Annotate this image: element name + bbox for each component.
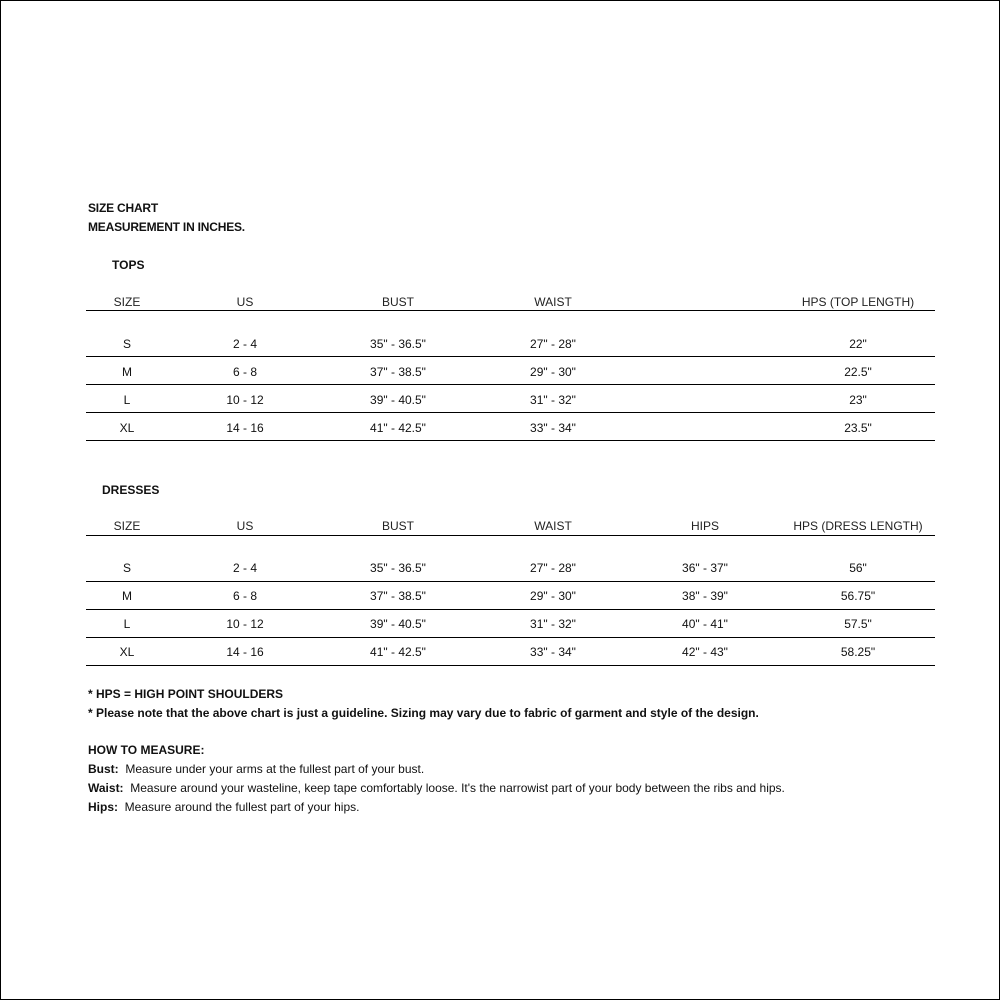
dresses-cell-waist: 31" - 32" bbox=[530, 617, 576, 631]
dresses-cell-hps: 57.5" bbox=[844, 617, 872, 631]
row-divider bbox=[86, 384, 935, 385]
tops-header-waist: WAIST bbox=[534, 295, 572, 309]
dresses-cell-hps: 58.25" bbox=[840, 645, 876, 659]
tops-cell-hps: 23.5" bbox=[844, 421, 872, 435]
tops-cell-size: M bbox=[122, 365, 132, 379]
dresses-cell-hps: 56" bbox=[849, 561, 867, 575]
dresses-header-waist: WAIST bbox=[534, 519, 572, 533]
tops-cell-size: L bbox=[123, 393, 131, 407]
tops-header-us: US bbox=[236, 295, 254, 309]
tops-cell-us: 10 - 12 bbox=[226, 393, 264, 407]
dresses-cell-size: S bbox=[122, 561, 132, 575]
dresses-cell-hips: 42" - 43" bbox=[682, 645, 728, 659]
tops-section-title: TOPS bbox=[112, 258, 145, 272]
tops-cell-waist: 29" - 30" bbox=[530, 365, 576, 379]
dresses-cell-size: M bbox=[122, 589, 132, 603]
dresses-cell-us: 10 - 12 bbox=[226, 617, 264, 631]
dresses-cell-hips: 36" - 37" bbox=[682, 561, 728, 575]
dresses-cell-bust: 37" - 38.5" bbox=[370, 589, 426, 603]
row-divider bbox=[86, 637, 935, 638]
tops-cell-waist: 31" - 32" bbox=[530, 393, 576, 407]
dresses-header-hps: HPS (DRESS LENGTH) bbox=[793, 519, 923, 533]
dresses-cell-waist: 33" - 34" bbox=[530, 645, 576, 659]
dresses-cell-size: L bbox=[123, 617, 131, 631]
dresses-section-title: DRESSES bbox=[102, 483, 160, 497]
tops-cell-us: 6 - 8 bbox=[232, 365, 258, 379]
measure-waist bbox=[88, 781, 785, 795]
tops-cell-size: S bbox=[122, 337, 132, 351]
measure-text: Measure around your wasteline, keep tape comfortably loose. It's the narrowist part of your body between the ribs and hips. bbox=[130, 781, 785, 795]
tops-cell-us: 2 - 4 bbox=[232, 337, 258, 351]
tops-cell-waist: 27" - 28" bbox=[530, 337, 576, 351]
dresses-cell-us: 6 - 8 bbox=[232, 589, 258, 603]
row-divider bbox=[86, 356, 935, 357]
dresses-cell-bust: 39" - 40.5" bbox=[370, 617, 426, 631]
how-to-measure-heading: HOW TO MEASURE: bbox=[88, 743, 205, 757]
row-divider bbox=[86, 609, 935, 610]
chart-subtitle: MEASUREMENT IN INCHES. bbox=[88, 220, 245, 234]
dresses-cell-waist: 29" - 30" bbox=[530, 589, 576, 603]
dresses-header-hips: HIPS bbox=[690, 519, 720, 533]
dresses-cell-bust: 35" - 36.5" bbox=[370, 561, 426, 575]
measure-term: Hips: bbox=[88, 800, 118, 814]
tops-cell-bust: 35" - 36.5" bbox=[370, 337, 426, 351]
dresses-cell-bust: 41" - 42.5" bbox=[370, 645, 426, 659]
dresses-header-us: US bbox=[236, 519, 254, 533]
tops-cell-size: XL bbox=[119, 421, 135, 435]
dresses-cell-size: XL bbox=[119, 645, 135, 659]
measure-term: Waist: bbox=[88, 781, 124, 795]
tops-cell-hps: 22" bbox=[849, 337, 867, 351]
guideline-note: * Please note that the above chart is just a guideline. Sizing may vary due to fabric of garment and style of the design. bbox=[88, 706, 759, 720]
dresses-cell-us: 2 - 4 bbox=[232, 561, 258, 575]
tops-cell-bust: 37" - 38.5" bbox=[370, 365, 426, 379]
measure-text: Measure around the fullest part of your hips. bbox=[124, 800, 360, 814]
dresses-cell-hips: 38" - 39" bbox=[682, 589, 728, 603]
hps-note: * HPS = HIGH POINT SHOULDERS bbox=[88, 687, 284, 701]
dresses-cell-hps: 56.75" bbox=[840, 589, 876, 603]
measure-text: Measure under your arms at the fullest part of your bust. bbox=[125, 762, 425, 776]
tops-cell-bust: 39" - 40.5" bbox=[370, 393, 426, 407]
measure-bust bbox=[88, 762, 424, 776]
tops-header-bust: BUST bbox=[381, 295, 415, 309]
dresses-header-size: SIZE bbox=[113, 519, 141, 533]
tops-header-size: SIZE bbox=[113, 295, 141, 309]
tops-cell-waist: 33" - 34" bbox=[530, 421, 576, 435]
chart-title: SIZE CHART bbox=[88, 201, 159, 215]
measure-term: Bust: bbox=[88, 762, 119, 776]
dresses-header-bust: BUST bbox=[381, 519, 415, 533]
dresses-cell-waist: 27" - 28" bbox=[530, 561, 576, 575]
row-divider bbox=[86, 581, 935, 582]
row-divider bbox=[86, 440, 935, 441]
tops-cell-us: 14 - 16 bbox=[226, 421, 264, 435]
tops-cell-bust: 41" - 42.5" bbox=[370, 421, 426, 435]
tops-cell-hps: 22.5" bbox=[844, 365, 872, 379]
row-divider bbox=[86, 665, 935, 666]
dresses-cell-us: 14 - 16 bbox=[226, 645, 264, 659]
tops-cell-hps: 23" bbox=[849, 393, 867, 407]
row-divider bbox=[86, 412, 935, 413]
dresses-cell-hips: 40" - 41" bbox=[682, 617, 728, 631]
measure-hips bbox=[88, 800, 359, 814]
dresses-header-rule bbox=[86, 535, 935, 536]
tops-header-rule bbox=[86, 310, 935, 311]
tops-header-hps: HPS (TOP LENGTH) bbox=[801, 295, 915, 309]
